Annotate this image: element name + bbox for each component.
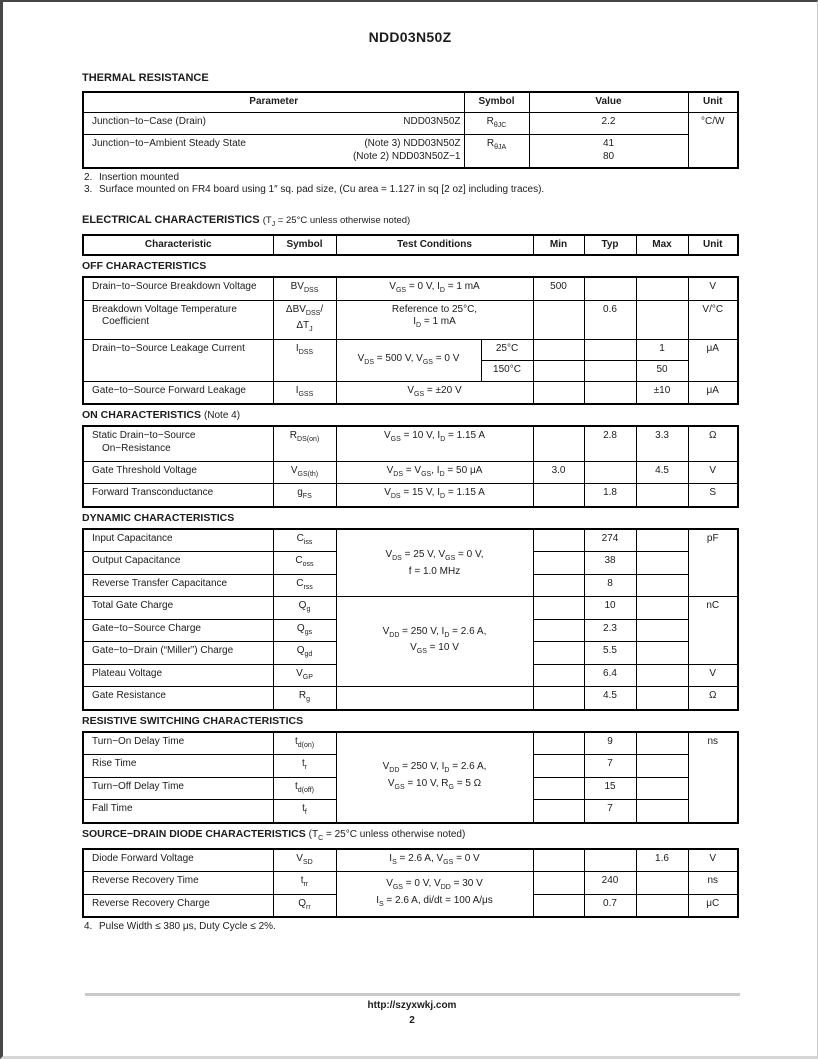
qrr-typ-cell: 0.7 [584,894,636,917]
rdson-conditions-cell: $V_{GS} = 10$ V, $I_D = 1.15$ A [336,426,533,461]
conditions-line: $V_{DD} = 250$ V, $I_D = 2.6$ A, [382,761,487,775]
resistive-switching-table [82,731,739,824]
conditions-line: $V_{GS} = 10$ V, $R_G = 5$ Ω [387,777,482,791]
thermal-col-value: Value [529,92,688,112]
qg-min-cell [533,597,584,620]
trr-characteristic-cell: Reverse Recovery Time [83,872,273,895]
qrr-min-cell [533,894,584,917]
igss-max-cell: ±10 [636,381,688,404]
junction-to-case-symbol-cell: $R_{\theta JC}$ [464,112,529,135]
note-4 [82,921,737,934]
table-row [83,484,738,507]
qgs-typ-cell: 2.3 [584,619,636,642]
symbol-line: $\Delta BV_{DSS}/$ [285,303,324,317]
electrical-header-row [83,235,738,255]
rdson-characteristic-cell [83,426,273,461]
idss-characteristic-cell: Drain−to−Source Leakage Current [83,339,273,381]
crss-characteristic-cell: Reverse Transfer Capacitance [83,574,273,597]
rdson-symbol-cell: $R_{DS(on)}$ [273,426,336,461]
thermal-col-parameter: Parameter [83,92,464,112]
characteristic-line: Coefficient [102,316,150,328]
table-row [83,872,738,895]
igss-symbol-cell: $I_{GSS}$ [273,381,336,404]
characteristic-line: Breakdown Voltage Temperature [92,303,237,315]
vgp-min-cell [533,664,584,687]
source-drain-diode-band [82,828,737,845]
col-test-conditions: Test Conditions [336,235,533,255]
tempco-unit-cell: V/°C [688,300,738,339]
table-row [83,112,738,135]
qrr-unit-cell: μC [688,894,738,917]
thermal-resistance-table [82,91,739,169]
col-typ: Typ [584,235,636,255]
parameter-text: Junction−to−Ambient Steady State [92,138,246,149]
igss-unit-cell: μA [688,381,738,404]
table-row [83,135,738,168]
heading-text: ELECTRICAL CHARACTERISTICS [82,213,260,226]
vsd-unit-cell: V [688,849,738,872]
igss-min-cell [533,381,584,404]
recovery-conditions-cell [336,872,533,918]
tr-min-cell [533,755,584,778]
gfs-symbol-cell: $g_{FS}$ [273,484,336,507]
electrical-header-table [82,234,739,256]
electrical-notes [82,921,737,934]
bvdss-typ-cell [584,277,636,300]
qrr-characteristic-cell: Reverse Recovery Charge [83,894,273,917]
coss-characteristic-cell: Output Capacitance [83,552,273,575]
device-line: (Note 3) NDD03N50Z [364,138,461,149]
tdon-max-cell [636,732,688,755]
qrr-max-cell [636,894,688,917]
device-line: (Note 2) NDD03N50Z−1 [352,150,461,162]
conditions-line: f = 1.0 MHz [408,565,461,577]
table-row [83,597,738,620]
symbol-line: $\Delta T_J$ [296,320,313,334]
col-min: Min [533,235,584,255]
tr-max-cell [636,755,688,778]
igss-conditions-cell: $V_{GS} = \pm 20$ V [336,381,533,404]
bvdss-symbol-cell: $BV_{DSS}$ [273,277,336,300]
trr-min-cell [533,872,584,895]
qgs-symbol-cell: $Q_{gs}$ [273,619,336,642]
rg-symbol-cell: $R_g$ [273,687,336,710]
rdson-typ-cell: 2.8 [584,426,636,461]
qgd-max-cell [636,642,688,665]
idss-symbol-cell: $I_{DSS}$ [273,339,336,381]
ciss-typ-cell: 274 [584,529,636,552]
qg-symbol-cell: $Q_g$ [273,597,336,620]
parameter-text: Junction−to−Case (Drain) [92,115,206,127]
tempco-characteristic-cell [83,300,273,339]
junction-to-ambient-value-cell [529,135,688,168]
note-text: Insertion mounted [99,171,180,183]
vgsth-max-cell: 4.5 [636,461,688,484]
vsd-conditions-cell: $I_S = 2.6$ A, $V_{GS} = 0$ V [336,849,533,872]
tr-symbol-cell: $t_r$ [273,755,336,778]
thermal-header-row [83,92,738,112]
tf-symbol-cell: $t_f$ [273,800,336,823]
vgp-unit-cell: V [688,664,738,687]
vgp-characteristic-cell: Plateau Voltage [83,664,273,687]
bvdss-conditions-cell: $V_{GS} = 0$ V, $I_D = 1$ mA [336,277,533,300]
conditions-line: $V_{GS} = 10$ V [410,642,459,656]
tempco-symbol-cell [273,300,336,339]
tdon-typ-cell: 9 [584,732,636,755]
capacitance-conditions-cell [336,529,533,597]
conditions-line: Reference to 25°C, [391,303,478,315]
resistive-switching-band: RESISTIVE SWITCHING CHARACTERISTICS [82,714,304,727]
tdon-symbol-cell: $t_{d(on)}$ [273,732,336,755]
rg-characteristic-cell: Gate Resistance [83,687,273,710]
rg-unit-cell: Ω [688,687,738,710]
tf-typ-cell: 7 [584,800,636,823]
qg-max-cell [636,597,688,620]
ciss-symbol-cell: $C_{iss}$ [273,529,336,552]
rg-typ-cell: 4.5 [584,687,636,710]
heading-note: ($T_J = 25^\circ C$ unless otherwise noted) [262,214,411,228]
page-title: NDD03N50Z [368,29,452,45]
capacitance-unit-cell: pF [688,529,738,597]
qg-characteristic-cell: Total Gate Charge [83,597,273,620]
tdon-min-cell [533,732,584,755]
band-title: SOURCE−DRAIN DIODE CHARACTERISTICS [82,827,306,840]
table-row [83,529,738,552]
thermal-unit-cell: °C/W [688,112,738,168]
device-names [353,138,461,163]
characteristic-line: On−Resistance [102,442,171,454]
note-2 [82,172,737,185]
gfs-typ-cell: 1.8 [584,484,636,507]
qrr-symbol-cell: $Q_{rr}$ [273,894,336,917]
device-name: NDD03N50Z [403,115,461,127]
band-note: ($T_C = 25^\circ C$ unless otherwise noted) [308,828,466,842]
thermal-resistance-heading: THERMAL RESISTANCE [82,72,209,84]
igss-typ-cell [584,381,636,404]
tdoff-typ-cell: 15 [584,777,636,800]
thermal-col-symbol: Symbol [464,92,529,112]
page-content [82,72,737,934]
rg-max-cell [636,687,688,710]
junction-to-ambient-symbol-cell: $R_{\theta JA}$ [464,135,529,168]
table-row [83,732,738,755]
off-characteristics-table [82,276,739,405]
gfs-min-cell [533,484,584,507]
electrical-characteristics-heading [82,214,737,228]
tdon-characteristic-cell: Turn−On Delay Time [83,732,273,755]
dynamic-characteristics-table [82,528,739,711]
table-row [83,461,738,484]
rdson-min-cell [533,426,584,461]
tr-characteristic-cell: Rise Time [83,755,273,778]
dynamic-characteristics-band: DYNAMIC CHARACTERISTICS [82,511,235,524]
crss-typ-cell: 8 [584,574,636,597]
vgsth-min-cell: 3.0 [533,461,584,484]
bvdss-unit-cell: V [688,277,738,300]
idss-conditions-cell: $V_{DS} = 500$ V, $V_{GS} = 0$ V [336,339,481,381]
qgd-min-cell [533,642,584,665]
switching-unit-cell: ns [688,732,738,823]
coss-symbol-cell: $C_{oss}$ [273,552,336,575]
qgs-min-cell [533,619,584,642]
idss-typ-cell [584,339,636,360]
vgp-typ-cell: 6.4 [584,664,636,687]
idss-unit-cell: μA [688,339,738,381]
rg-conditions-cell [336,687,533,710]
rdson-max-cell: 3.3 [636,426,688,461]
gate-charge-conditions-cell [336,597,533,687]
vsd-typ-cell [584,849,636,872]
table-row [83,687,738,710]
tempco-max-cell [636,300,688,339]
table-row [83,381,738,404]
trr-typ-cell: 240 [584,872,636,895]
conditions-line: $V_{GS} = 0$ V, $V_{DD} = 30$ V [386,878,483,892]
gfs-characteristic-cell: Forward Transconductance [83,484,273,507]
conditions-line: $I_D = 1$ mA [413,316,456,330]
rg-min-cell [533,687,584,710]
footer-url: http://szyxwkj.com [367,1000,457,1011]
bvdss-characteristic-cell: Drain−to−Source Breakdown Voltage [83,277,273,300]
tdoff-symbol-cell: $t_{d(off)}$ [273,777,336,800]
tf-characteristic-cell: Fall Time [83,800,273,823]
vgsth-conditions-cell: $V_{DS} = V_{GS}$, $I_D = 50$ μA [336,461,533,484]
tempco-conditions-cell [336,300,533,339]
vgsth-characteristic-cell: Gate Threshold Voltage [83,461,273,484]
coss-min-cell [533,552,584,575]
qgs-characteristic-cell: Gate−to−Source Charge [83,619,273,642]
ciss-max-cell [636,529,688,552]
tr-typ-cell: 7 [584,755,636,778]
tempco-min-cell [533,300,584,339]
col-characteristic: Characteristic [83,235,273,255]
gate-charge-unit-cell: nC [688,597,738,665]
table-row [83,339,738,360]
table-row [83,849,738,872]
crss-min-cell [533,574,584,597]
vgp-symbol-cell: $V_{GP}$ [273,664,336,687]
tdoff-max-cell [636,777,688,800]
idss-typ-cell [584,360,636,381]
conditions-line: $I_S = 2.6$ A, di/dt = 100 A/μs [376,894,493,908]
tdoff-characteristic-cell: Turn−Off Delay Time [83,777,273,800]
igss-characteristic-cell: Gate−to−Source Forward Leakage [83,381,273,404]
col-symbol: Symbol [273,235,336,255]
off-characteristics-band: OFF CHARACTERISTICS [82,260,207,273]
tf-min-cell [533,800,584,823]
note-text: Surface mounted on FR4 board using 1″ sq. pad size, (Cu area = 1.127 in sq [2 oz] including traces). [99,184,545,195]
junction-to-case-value-cell: 2.2 [529,112,688,135]
idss-max-150-cell: 50 [636,360,688,381]
bvdss-max-cell [636,277,688,300]
col-max: Max [636,235,688,255]
qgs-max-cell [636,619,688,642]
table-row [83,300,738,339]
junction-to-case-parameter-cell [83,112,464,135]
band-note: (Note 4) [203,410,241,422]
tdoff-min-cell [533,777,584,800]
parameter-line [92,116,461,129]
table-row [83,277,738,300]
col-unit: Unit [688,235,738,255]
conditions-line: $V_{DS} = 25$ V, $V_{GS} = 0$ V, [385,549,484,563]
vsd-max-cell: 1.6 [636,849,688,872]
on-characteristics-band [82,409,737,422]
conditions-line: $V_{DD} = 250$ V, $I_D = 2.6$ A, [382,625,487,639]
coss-max-cell [636,552,688,575]
vsd-characteristic-cell: Diode Forward Voltage [83,849,273,872]
crss-max-cell [636,574,688,597]
idss-min-cell [533,339,584,360]
vgsth-unit-cell: V [688,461,738,484]
band-title: ON CHARACTERISTICS [82,409,202,422]
coss-typ-cell: 38 [584,552,636,575]
trr-unit-cell: ns [688,872,738,895]
vsd-min-cell [533,849,584,872]
characteristic-line: Static Drain−to−Source [92,430,196,442]
note-number: 2. [84,171,93,183]
parameter-line [92,138,461,163]
crss-symbol-cell: $C_{rss}$ [273,574,336,597]
trr-max-cell [636,872,688,895]
ciss-characteristic-cell: Input Capacitance [83,529,273,552]
note-number: 3. [84,184,93,195]
qgd-characteristic-cell: Gate−to−Drain (“Miller”) Charge [83,642,273,665]
junction-to-ambient-parameter-cell [83,135,464,168]
footer-page-number: 2 [409,1015,415,1026]
idss-temp-25-cell: 25°C [481,339,533,360]
value-line: 80 [602,150,615,162]
thermal-notes [82,172,737,197]
vgsth-typ-cell [584,461,636,484]
vgp-max-cell [636,664,688,687]
note-number: 4. [84,921,93,933]
bvdss-min-cell: 500 [533,277,584,300]
vgsth-symbol-cell: $V_{GS(th)}$ [273,461,336,484]
value-line: 41 [602,138,615,149]
source-drain-diode-table [82,848,739,919]
idss-max-25-cell: 1 [636,339,688,360]
idss-temp-150-cell: 150°C [481,360,533,381]
footer-divider [85,993,740,996]
note-text: Pulse Width ≤ 380 μs, Duty Cycle ≤ 2%. [99,921,276,933]
qgd-symbol-cell: $Q_{gd}$ [273,642,336,665]
qg-typ-cell: 10 [584,597,636,620]
rdson-unit-cell: Ω [688,426,738,461]
qgd-typ-cell: 5.5 [584,642,636,665]
gfs-max-cell [636,484,688,507]
note-3 [82,184,737,197]
on-characteristics-table [82,425,739,508]
ciss-min-cell [533,529,584,552]
gfs-unit-cell: S [688,484,738,507]
trr-symbol-cell: $t_{rr}$ [273,872,336,895]
switching-conditions-cell [336,732,533,823]
vsd-symbol-cell: $V_{SD}$ [273,849,336,872]
gfs-conditions-cell: $V_{DS} = 15$ V, $I_D = 1.15$ A [336,484,533,507]
tempco-typ-cell: 0.6 [584,300,636,339]
tf-max-cell [636,800,688,823]
thermal-col-unit: Unit [688,92,738,112]
idss-min-cell [533,360,584,381]
table-row [83,426,738,461]
